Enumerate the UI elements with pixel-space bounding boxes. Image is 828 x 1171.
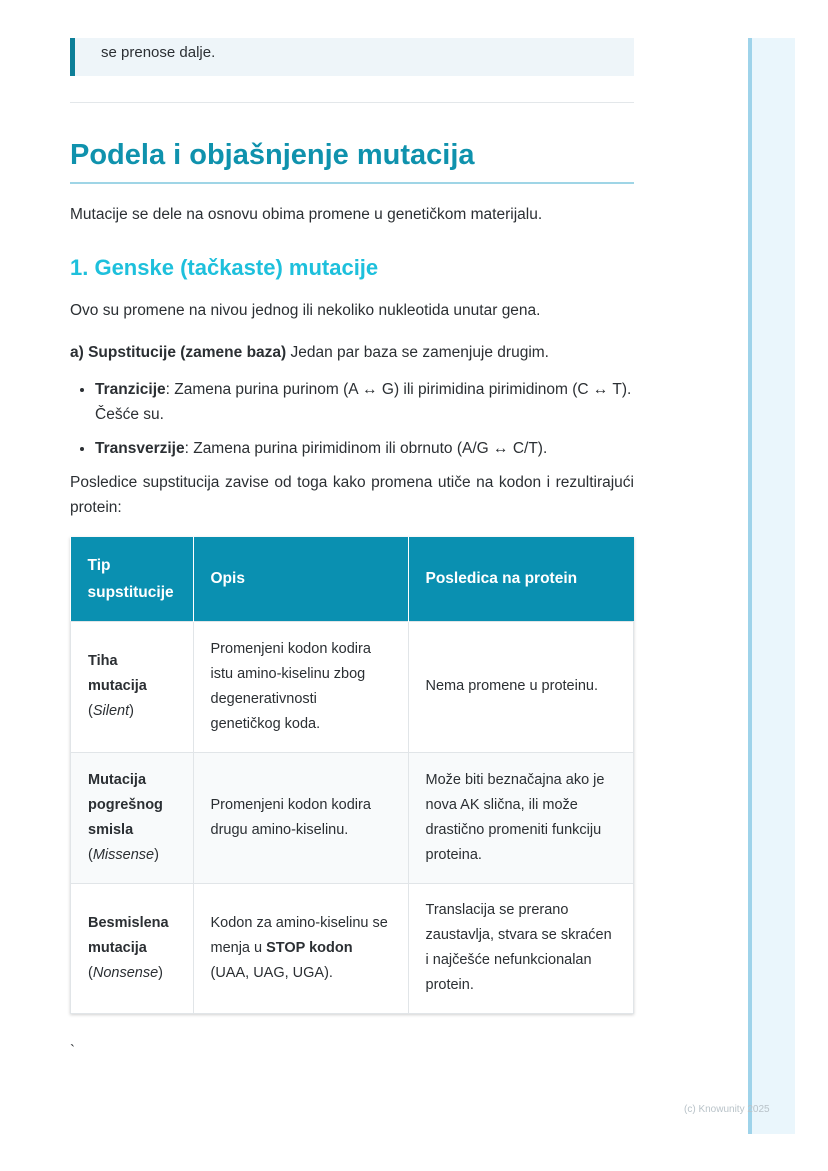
type-name: Besmislena mutacija: [88, 914, 169, 956]
type-cell: Tiha mutacija (Silent): [71, 621, 194, 752]
callout-text: se prenose dalje.: [101, 44, 216, 61]
type-english: Nonsense: [92, 964, 159, 981]
callout-box: [70, 38, 634, 76]
substitution-paragraph: [70, 340, 634, 365]
watermark: (c) Knowunity 2025: [684, 1104, 770, 1115]
bullet-term: Transverzije: [95, 439, 185, 457]
header-effect: Posledica na protein: [408, 537, 634, 622]
content-column: [70, 38, 634, 1059]
substitution-text: Jedan par baza se zamenjuje drugim.: [286, 343, 549, 361]
description-cell: Promenjeni kodon kodira drugu amino-kiselinu.: [193, 752, 408, 883]
subsection-intro: Ovo su promene na nivou jednog ili nekoliko nukleotida unutar gena.: [70, 301, 541, 319]
type-cell: Mutacija pogrešnog smisla (Missense): [71, 752, 194, 883]
description-bold: STOP kodon: [266, 939, 353, 956]
type-name: Tiha mutacija: [88, 653, 147, 695]
description-cell: [193, 883, 408, 1013]
description-before: Kodon za amino-kiselinu se menja u: [210, 914, 388, 956]
table-row: [71, 621, 634, 752]
type-english: Missense: [92, 846, 155, 863]
list-item: [95, 436, 634, 461]
bullet-text: : Zamena purina purinom (A ↔ G) ili pirimidina pirimidinom (C ↔ T). Češće su.: [95, 380, 632, 423]
consequences-paragraph: Posledice supstitucija zavise od toga kako promena utiče na kodon i rezultirajući protein:: [70, 473, 634, 516]
section-divider: [70, 102, 634, 103]
list-item: [95, 377, 634, 427]
table-row: [71, 883, 634, 1013]
table-row: [71, 752, 634, 883]
section-title: Podela i objašnjenje mutacija: [70, 139, 634, 184]
subsection-title: 1. Genske (tačkaste) mutacije: [70, 255, 379, 281]
section-intro: Mutacije se dele na osnovu obima promene u genetičkom materijalu.: [70, 206, 543, 224]
header-type: Tip supstitucije: [71, 537, 194, 622]
effect-cell: Translacija se prerano zaustavlja, stvara se skraćen i najčešće nefunkcionalan protein.: [408, 883, 634, 1013]
bullet-term: Tranzicije: [95, 380, 166, 398]
table-header-row: [71, 537, 634, 622]
substitution-table: [70, 537, 634, 1014]
effect-cell: Može biti beznačajna ako je nova AK slična, ili može drastično promeniti funkciju proteina.: [408, 752, 634, 883]
substitution-label: a) Supstitucije (zamene baza): [70, 343, 287, 361]
type-english: Silent: [92, 703, 130, 720]
side-decoration-strip: [748, 38, 795, 1134]
type-cell: Besmislena mutacija (Nonsense): [71, 883, 194, 1013]
stray-mark: `: [70, 1041, 75, 1059]
effect-cell: Nema promene u proteinu.: [408, 621, 634, 752]
substitution-types-list: [70, 377, 634, 461]
description-cell: Promenjeni kodon kodira istu amino-kiselinu zbog degenerativnosti genetičkog koda.: [193, 621, 408, 752]
description-after: (UAA, UAG, UGA).: [210, 964, 333, 981]
type-name: Mutacija pogrešnog smisla: [88, 771, 163, 838]
bullet-text: : Zamena purina pirimidinom ili obrnuto (A/G ↔ C/T).: [184, 439, 548, 457]
header-description: Opis: [193, 537, 408, 622]
